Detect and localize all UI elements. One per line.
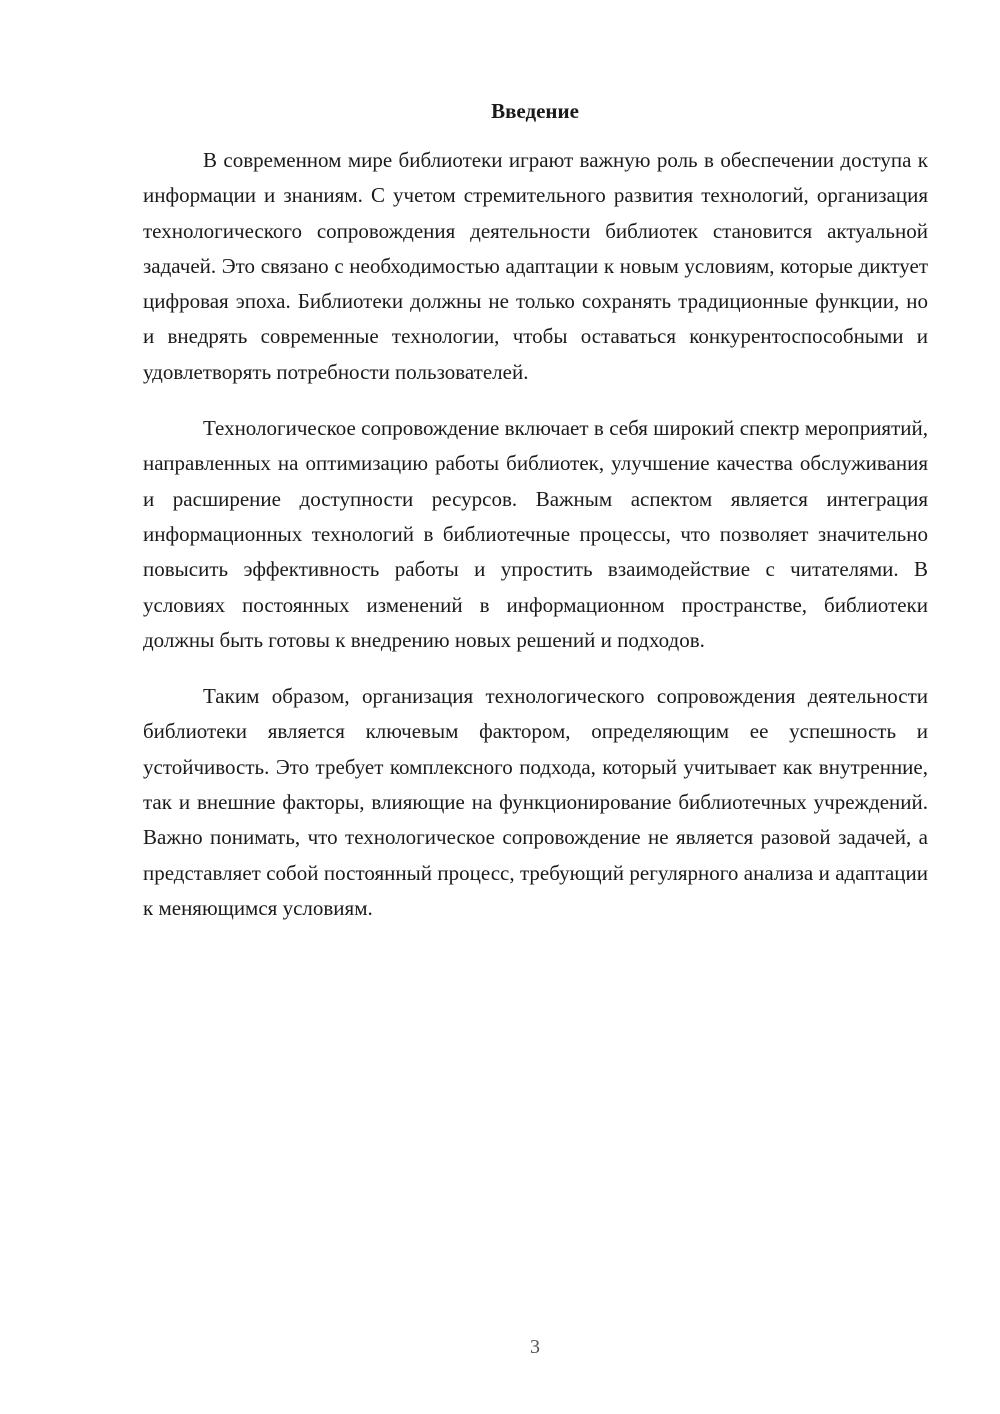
page-number: 3	[530, 1336, 540, 1358]
paragraph-3: Таким образом, организация технологического сопровождения деятельности библиотеки является ключевым фактором, определяющим ее успешность и устойчивость. Это требует комплексного подхода, который учитывает как внутренние, так и внешние факторы, влияющие на функционирование библиотечных учреждений. Важно понимать, что технологическое сопровождение не является разовой задачей, а представляет собой постоянный процесс, требующий регулярного анализа и адаптации к меняющимся условиям.	[143, 684, 928, 920]
document-body	[143, 143, 928, 947]
paragraph-2: Технологическое сопровождение включает в себя широкий спектр мероприятий, направленных на оптимизацию работы библиотек, улучшение качества обслуживания и расширение доступности ресурсов. Важным аспектом является интеграция информационных технологий в библиотечные процессы, что позволяет значительно повысить эффективность работы и упростить взаимодействие с читателями. В условиях постоянных изменений в информационном пространстве, библиотеки должны быть готовы к внедрению новых решений и подходов.	[143, 416, 928, 652]
paragraph-1: В современном мире библиотеки играют важную роль в обеспечении доступа к информации и знаниям. С учетом стремительного развития технологий, организация технологического сопровождения деятельности библиотек становится актуальной задачей. Это связано с необходимостью адаптации к новым условиям, которые диктует цифровая эпоха. Библиотеки должны не только сохранять традиционные функции, но и внедрять современные технологии, чтобы оставаться конкурентоспособными и удовлетворять потребности пользователей.	[143, 148, 928, 384]
section-title: Введение	[491, 99, 579, 123]
